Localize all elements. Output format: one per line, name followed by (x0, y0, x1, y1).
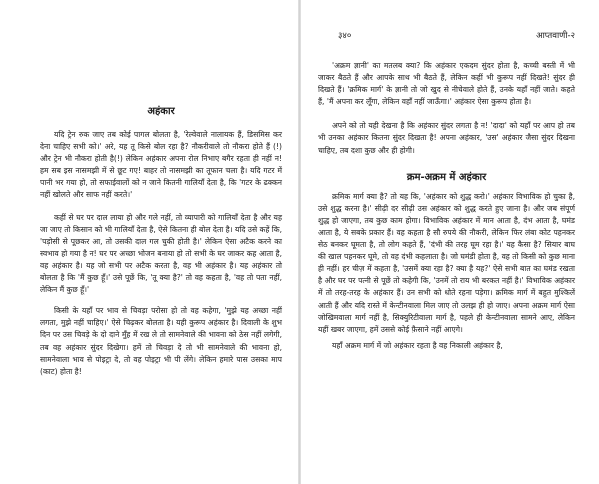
paragraph: क्रमिक मार्ग क्या है? तो यह कि, 'अहंकार को शुद्ध करो।' अहंकार विभाविक हो चुका है, उसे शुद्ध करना है।' सीढ़ी दर सीढ़ी उस अहंकार को शुद्ध करते हुए जाना है। और जब संपूर्ण शुद्ध हो जाएगा, तब कुछ काम होगा। विभाविक अहंकार में मान आता है, दंभ आता है, घमंड आता है, ये सबके प्रकार हैं। वह कहता है सौ रुपये की नौकरी, लेकिन फिर लंबा कोट पहनकर सेठ बनकर घूमता है, तो लोग कहते हैं, 'दंभी की तरह घूम रहा है।' यह कैसा है? सियार बाघ की खाल पहनकर घूमे, तो वह दंभी कहलाता है। जो घमंडी होता है, वह तो किसी को कुछ माना ही नहीं। हर चीज़ में कहता है, 'उसमें क्या रहा है? क्या है यह?' ऐसे सभी बात का घमंड रखता है और घर पर पत्नी से पूछें तो कहेगी कि, 'उनमें तो राय भी बरकत नहीं है।' विभाविक अहंकार में तो तरह-तरह के अहंकार हैं। उन सभी को धोते रहना पड़ेगा। क्रमिक मार्ग में बहुत मुश्किलें आती हैं और यदि रास्ते में केन्टीनवाला मिल जाए तो उलझ ही हो जाए। अपना अक्रम मार्ग ऐसा जोखिमवाला मार्ग नहीं है, सिक्युरिटीवाला मार्ग है, पहले ही केन्टीनवाला सामने आए, लेकिन यहीं खबर जाएगा, हमें उससे कोई फ़ैसाने नहीं आएगे। (318, 191, 575, 334)
paragraph: 'अक्रम ज्ञानी' का मतलब क्या? कि अहंकार एकदम सुंदर होता है, कच्ची बस्ती में भी जाकर बैठते हैं और आपके साथ भी बैठते हैं, लेकिन कहीं भी कुरूप नहीं दिखते! सुंदर ही दिखते हैं। 'क्रमिक मार्ग' के ज्ञानी तो जो खुद से नीचेवाले होते हैं, उनके यहाँ नहीं जाते। कहते हैं, 'मैं अपना कर लूँगा, लेकिन वहाँ नहीं जाऊँगा।' अहंकार ऐसा कुरूप होता है। (318, 61, 575, 107)
paragraph: यदि ट्रेन रुक जाए तब कोई पागल बोलता है, 'रेल्वेवाले नालायक हैं, डिसमिस कर देना चाहिए सभी को।' अरे, यह तू किसे बोल रहा है? नौकरीवाले तो नौकरा होते हैं (!) और ट्रेन भी नौकरा होती है(!) लेकिन अहंकार अपना रोल निभाए बगैर रहता ही नहीं न! हम सब इस नासमझी में से छूट गए! बाहर तो नासमझी का तूफान चला है। यदि गटर में पानी भर गया हो, तो सफाईवालों को न जाने कितनी गालियाँ देता है, कि 'गटर के ढक्कन नहीं खोलते और साफ नहीं करते।' (40, 130, 282, 200)
paragraph: कहीं से घर पर दाल लाया हो और गले नहीं, तो व्यापारी को गालियाँ देता है और यह जा जाए तो किसान को भी गालियाँ देता है, ऐसे कितना ही बोल देता है। यदि उसे कहें कि, 'पड़ोसी से पूछकर आ, तो उसकी दाल गल चुकी होती है।' लेकिन ऐसा अटैक करने का स्वभाव हो गया है न! घर पर अच्छा भोजन बनाया हो तो सभी के घर जाकर कह आता है, वह अहंकार है। यह जो सभी पर अटैक करता है, वह भी अहंकार है। यह अहंकार तो बोलता है कि 'मैं कुछ हूँ।' उसे पूछें कि, 'तू क्या है?' तो वह कहता है, 'वह तो पता नहीं, लेकिन मैं कुछ हूँ।' (40, 212, 282, 295)
paragraph: यहाँ अक्रम मार्ग में जो अहंकार रहता है वह निकाली अहंकार है, (332, 340, 503, 350)
section-heading-kram-akram: क्रम-अक्रम में अहंकार (406, 171, 487, 183)
book-title: आप्तवाणी-२ (536, 31, 575, 41)
paragraph: किसी के यहाँ पर भाव से चिवड़ा परोसा हो तो वह कहेगा, 'मुझे यह अच्छा नहीं लगता, मुझे नहीं चाहिए।' ऐसे चिढ़कर बोलता है। यही कुरूप अहंकार है। दिवाली के शुभ दिन पर उस चिवड़े के दो दाने मुँह में रख ले तो सामनेवाले की भावना को ठेस नहीं लगेगी, तब वह अहंकार सुंदर दिखेगा। हमें तो चिवड़ा दे तो भी सामनेवाले की भावना हो, सामनेवाला भाव से पोइट्रा दे, तो वह पोइट्रा भी पी लेंगे। लेकिन हमारे पास उसका माप (काट) होता है! (40, 306, 282, 376)
paragraph: अपने को तो यही देखना है कि अहंकार सुंदर लगता है न! 'दादा' को यहाँ पर आप हो तब भी उनका अहंकार कितना सुंदर दिखता है! अपना अहंकार, 'उस' अहंकार जैसा सुंदर दिखना चाहिए, तब दशा कुछ और ही होगी। (318, 121, 575, 155)
section-heading-ahankar: अहंकार (147, 106, 175, 117)
right-page (300, 0, 599, 484)
running-header (338, 30, 575, 41)
page-number: ३४० (338, 31, 352, 41)
